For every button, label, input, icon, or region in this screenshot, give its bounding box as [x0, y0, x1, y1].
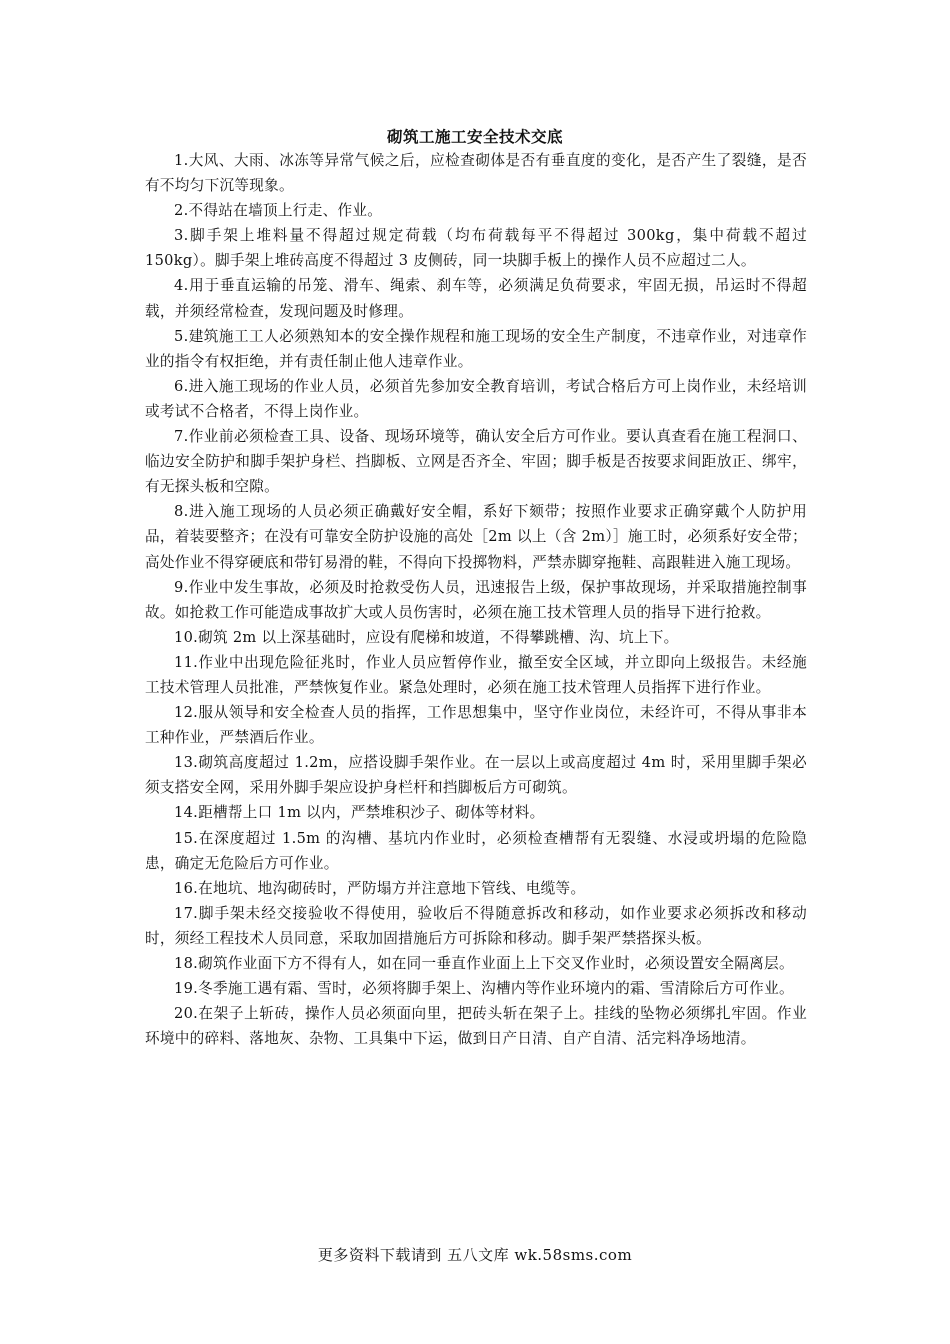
paragraph: 10.砌筑 2m 以上深基础时，应设有爬梯和坡道，不得攀跳槽、沟、坑上下。: [174, 628, 679, 646]
paragraph: 19.冬季施工遇有霜、雪时，必须将脚手架上、沟槽内等作业环境内的霜、雪清除后方可作业。: [174, 980, 794, 998]
paragraph: 14.距槽帮上口 1m 以内，严禁堆积沙子、砌体等材料。: [174, 804, 545, 822]
paragraph: 13.砌筑高度超过 1.2m，应搭设脚手架作业。在一层以上或高度超过 4m 时，采用里脚手架必须支搭安全网，采用外脚手架应设护身栏杆和挡脚板后方可砌筑。: [145, 754, 807, 797]
paragraph: 1.大风、大雨、冰冻等异常气候之后，应检查砌体是否有垂直度的变化，是否产生了裂缝，是否有不均匀下沉等现象。: [145, 152, 807, 195]
paragraph: 17.脚手架未经交接验收不得使用，验收后不得随意拆改和移动，如作业要求必须拆改和移动时，须经工程技术人员同意，采取加固措施后方可拆除和移动。脚手架严禁搭探头板。: [145, 904, 807, 947]
paragraph: 6.进入施工现场的作业人员，必须首先参加安全教育培训，考试合格后方可上岗作业，未经培训或考试不合格者，不得上岗作业。: [145, 377, 807, 420]
paragraph: 8.进入施工现场的人员必须正确戴好安全帽，系好下颏带；按照作业要求正确穿戴个人防护用品，着装要整齐；在没有可靠安全防护设施的高处［2m 以上（含 2m）］施工时，必须系好安全带；高处作业不得穿硬底和带钉易滑的鞋，不得向下投掷物料，严禁赤脚穿拖鞋、高跟鞋进入施工现场。: [145, 503, 807, 571]
document-body: [145, 148, 807, 1051]
paragraph: 3.脚手架上堆料量不得超过规定荷载（均布荷载每平不得超过 300kg，集中荷载不超过 150kg）。脚手架上堆砖高度不得超过 3 皮侧砖，同一块脚手板上的操作人员不应超过二人。: [145, 227, 807, 270]
paragraph: 2.不得站在墙顶上行走、作业。: [174, 202, 383, 220]
paragraph: 4.用于垂直运输的吊笼、滑车、绳索、刹车等，必须满足负荷要求，牢固无损，吊运时不得超载，并须经常检查，发现问题及时修理。: [145, 277, 807, 320]
paragraph: 9.作业中发生事故，必须及时抢救受伤人员，迅速报告上级，保护事故现场，并采取措施控制事故。如抢救工作可能造成事故扩大或人员伤害时，必须在施工技术管理人员的指导下进行抢救。: [145, 578, 807, 621]
paragraph: 12.服从领导和安全检查人员的指挥，工作思想集中，坚守作业岗位，未经许可，不得从事非本工种作业，严禁酒后作业。: [145, 704, 807, 747]
download-footer-text: 更多资料下载请到 五八文库 wk.58sms.com: [317, 1246, 633, 1264]
paragraph: 15.在深度超过 1.5m 的沟槽、基坑内作业时，必须检查槽帮有无裂缝、水浸或坍塌的危险隐患，确定无危险后方可作业。: [145, 829, 807, 872]
document-title: 砌筑工施工安全技术交底: [386, 127, 563, 146]
paragraph: 11.作业中出现危险征兆时，作业人员应暂停作业，撤至安全区域，并立即向上级报告。未经施工技术管理人员批准，严禁恢复作业。紧急处理时，必须在施工技术管理人员指挥下进行作业。: [145, 653, 807, 696]
paragraph: 5.建筑施工工人必须熟知本的安全操作规程和施工现场的安全生产制度，不违章作业，对违章作业的指令有权拒绝，并有责任制止他人违章作业。: [145, 327, 807, 370]
paragraph: 20.在架子上斩砖，操作人员必须面向里，把砖头斩在架子上。挂线的坠物必须绑扎牢固。作业环境中的碎料、落地灰、杂物、工具集中下运，做到日产日清、自产自清、活完料净场地清。: [145, 1005, 807, 1048]
paragraph: 18.砌筑作业面下方不得有人，如在同一垂直作业面上上下交叉作业时，必须设置安全隔离层。: [174, 955, 794, 972]
paragraph: 7.作业前必须检查工具、设备、现场环境等，确认安全后方可作业。要认真查看在施工程洞口、临边安全防护和脚手架护身栏、挡脚板、立网是否齐全、牢固；脚手板是否按要求间距放正、绑牢，有无探头板和空隙。: [145, 428, 807, 496]
paragraph: 16.在地坑、地沟砌砖时，严防塌方并注意地下管线、电缆等。: [174, 879, 586, 897]
